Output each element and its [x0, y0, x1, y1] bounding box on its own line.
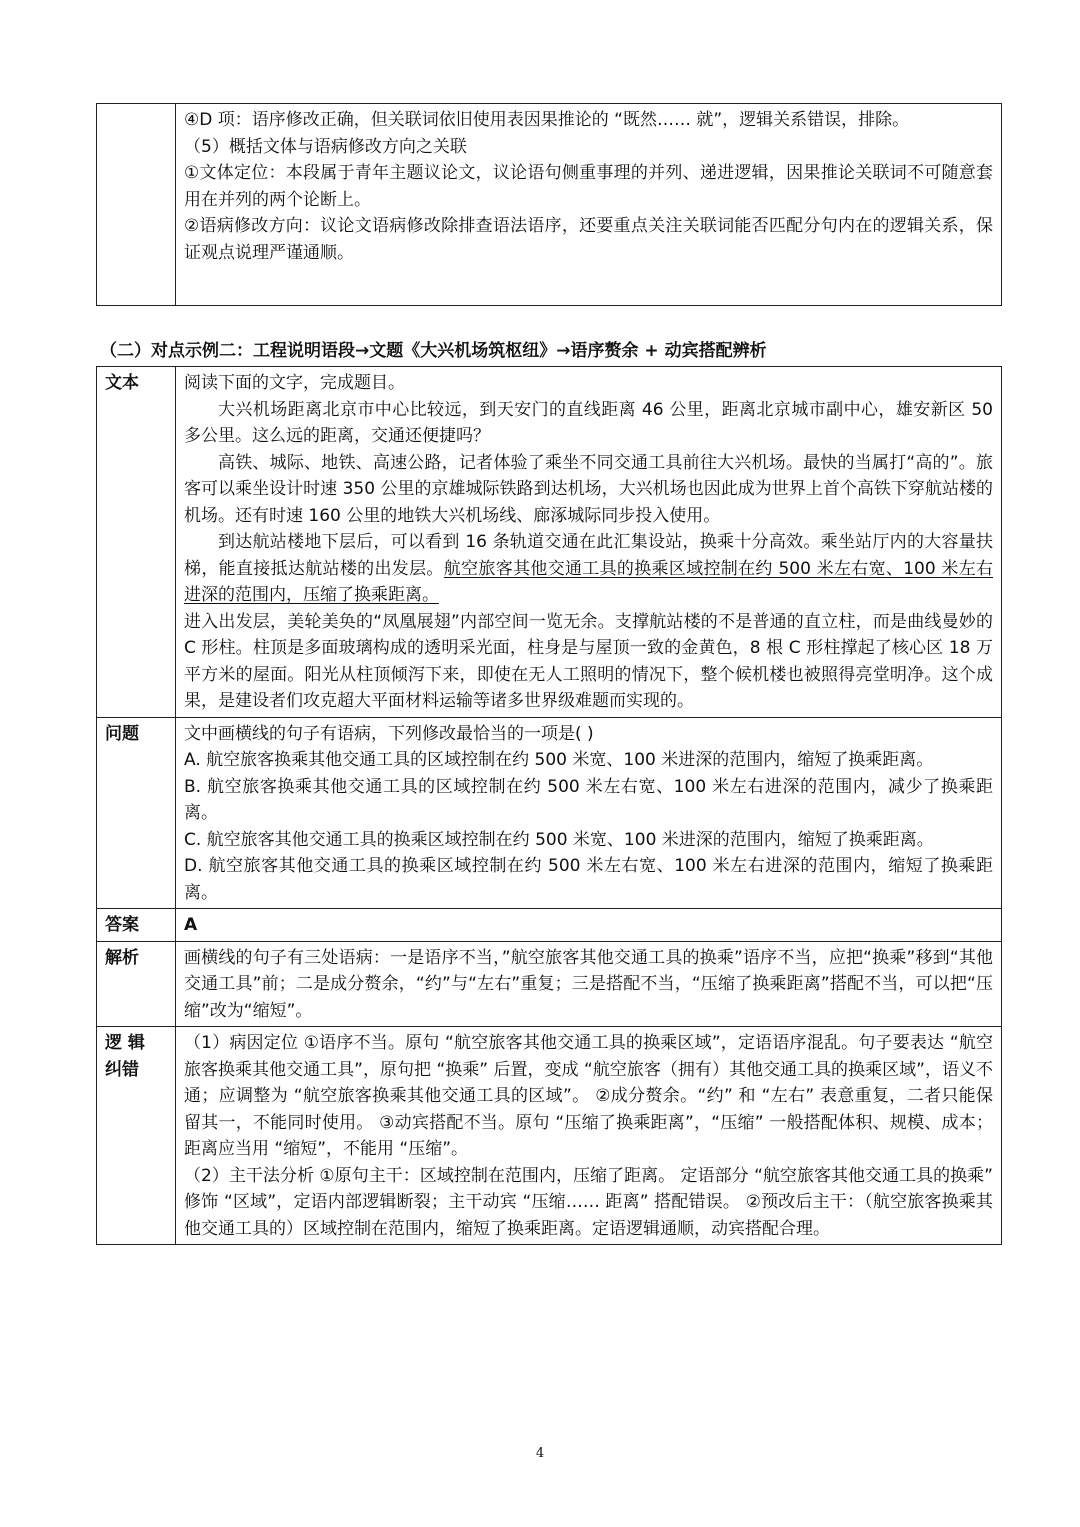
passage-paragraph-2: 高铁、城际、地铁、高速公路，记者体验了乘坐不同交通工具前往大兴机场。最快的当属打“高的”。旅客可以乘坐设计时速 350 公里的京雄城际铁路到达机场，大兴机场也因此成为世界上首个高铁下穿航站楼的机场。还有时速 160 公里的地铁大兴机场线、廊涿城际同步投入使用。: [184, 452, 993, 526]
text-label: 文本: [97, 367, 176, 718]
logic-paragraph-1: （1）病因定位 ①语序不当。原句 “航空旅客其他交通工具的换乘区域”，定语语序混乱。句子要表达 “航空旅客换乘其他交通工具”，原句把 “换乘” 后置，变成 “航空旅客（拥有）其他交通工具的换乘区域”，语义不通；应调整为 “航空旅客换乘其他交通工具的区域”。 ②成分赘余。“约” 和 “左右” 表意重复，二者只能保留其一，不能同时使用。 ③动宾搭配不当。原句 “压缩了换乘距离”，“压缩” 一般搭配体积、规模、成本；距离应当用 “缩短”，不能用 “压缩”。: [184, 1033, 993, 1159]
passage-paragraph-1: 大兴机场距离北京市中心比较远，到天安门的直线距离 46 公里，距离北京城市副中心，雄安新区 50 多公里。这么远的距离，交通还便捷吗？: [184, 399, 993, 446]
logic-label: 逻 辑 纠错: [97, 1027, 176, 1245]
logic-row: [97, 1027, 1002, 1245]
question-label: 问题: [97, 717, 176, 909]
question-content: [176, 717, 1002, 909]
analysis-content: [176, 941, 1002, 1027]
summary-heading: （5）概括文体与语病修改方向之关联: [184, 136, 467, 157]
text-row: [97, 367, 1002, 718]
option-c: C. 航空旅客其他交通工具的换乘区域控制在约 500 米宽、100 米进深的范围内，缩短了换乘距离。: [184, 829, 934, 850]
text-content: [176, 367, 1002, 718]
logic-paragraph-2: （2）主干法分析 ①原句主干：区域控制在范围内，压缩了距离。 定语部分 “航空旅客其他交通工具的换乘” 修饰 “区域”，定语内部逻辑断裂；主干动宾 “压缩…… 距离” 搭配错误。 ②预改后主干：（航空旅客换乘其他交通工具的）区域控制在范围内，缩短了换乘距离。定语逻辑通顺，动宾搭配合理。: [184, 1165, 993, 1239]
continued-label-cell: [97, 104, 176, 306]
passage-paragraph-4: 进入出发层，美轮美奂的“凤凰展翅”内部空间一览无余。支撑航站楼的不是普通的直立柱，而是曲线曼妙的 C 形柱。柱顶是多面玻璃构成的透明采光面，柱身是与屋顶一致的金黄色，8 根 C 形柱撑起了核心区 18 万平方米的屋面。阳光从柱顶倾泻下来，即使在无人工照明的情况下，整个候机楼也被照得亮堂明净。这个成果，是建设者们攻克超大平面材料运输等诸多世界级难题而实现的。: [184, 611, 993, 711]
answer-row: [97, 909, 1002, 942]
passage-paragraph-3: [184, 529, 993, 609]
underlined-sentence: 航空旅客其他交通工具的换乘区域控制在约 500 米左右宽、100 米左右进深的范围内，压缩了换乘距离。: [184, 558, 994, 605]
analysis-label: 解析: [97, 941, 176, 1027]
option-a: A. 航空旅客换乘其他交通工具的区域控制在约 500 米宽、100 米进深的范围内，缩短了换乘距离。: [184, 750, 934, 770]
passage-paragraph-3-plain: 到达航站楼地下层后，可以看到 16 条轨道交通在此汇集设站，换乘十分高效。乘坐站厅内的大容量扶梯，能直接抵达航站楼的出发层。: [184, 532, 993, 579]
continued-table: [96, 103, 1002, 306]
analysis-text: 画横线的句子有三处语病：一是语序不当，”航空旅客其他交通工具的换乘”语序不当，应把“换乘”移到“其他交通工具”前；二是成分赘余，“约”与“左右”重复；三是搭配不当，“压缩了换乘距离”搭配不当，可以把“压缩”改为“缩短”。: [184, 947, 993, 1021]
question-stem: 文中画横线的句子有语病，下列修改最恰当的一项是( ): [184, 723, 594, 744]
page-number: 4: [535, 1446, 545, 1461]
example-table: [96, 366, 1002, 1245]
revision-direction: ②语病修改方向：议论文语病修改除排查语法语序，还要重点关注关联词能否匹配分句内在的逻辑关系，保证观点说理严谨通顺。: [184, 216, 993, 263]
section-heading: （二）对点示例二：工程说明语段→文题《大兴机场筑枢纽》→语序赘余 + 动宾搭配辨析: [100, 341, 767, 361]
answer-value: A: [176, 909, 1002, 942]
logic-content: [176, 1027, 1002, 1245]
answer-label: 答案: [97, 909, 176, 942]
option-b: B. 航空旅客换乘其他交通工具的区域控制在约 500 米左右宽、100 米左右进深的范围内，减少了换乘距离。: [184, 776, 993, 823]
genre-positioning: ①文体定位：本段属于青年主题议论文，议论语句侧重事理的并列、递进逻辑，因果推论关联词不可随意套用在并列的两个论断上。: [184, 163, 993, 210]
instruction: 阅读下面的文字，完成题目。: [184, 373, 405, 393]
option-d: D. 航空旅客其他交通工具的换乘区域控制在约 500 米左右宽、100 米左右进深的范围内，缩短了换乘距离。: [184, 856, 993, 903]
question-row: [97, 717, 1002, 909]
continued-content-cell: [176, 104, 1002, 306]
item-d: ④D 项：语序修改正确，但关联词依旧使用表因果推论的 “既然…… 就”，逻辑关系错误，排除。: [184, 110, 910, 130]
analysis-row: [97, 941, 1002, 1027]
